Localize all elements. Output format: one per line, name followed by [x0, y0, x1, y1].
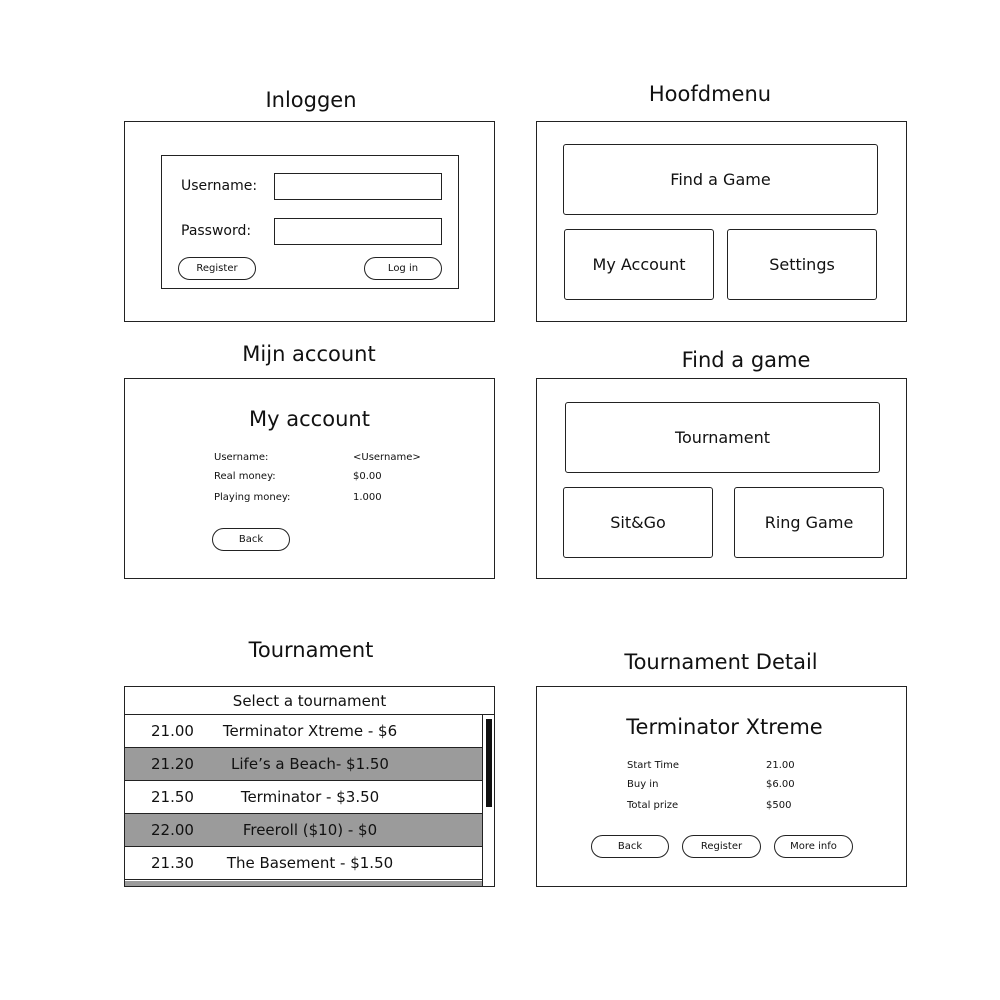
tournament-time: 21.50 — [151, 788, 194, 806]
tournament-name: The Basement - $1.50 — [226, 854, 394, 872]
account-heading: My account — [249, 407, 370, 431]
tournament-name: Terminator Xtreme - $6 — [222, 722, 398, 740]
buy-in-label: Buy in — [627, 779, 659, 790]
tournament-list — [125, 715, 482, 887]
list-scrollbar-track[interactable] — [482, 715, 483, 887]
register-button[interactable]: Register — [178, 257, 256, 280]
total-prize-label: Total prize — [627, 800, 679, 811]
tournament-row-partial — [125, 881, 482, 887]
tournament-time: 21.30 — [151, 854, 194, 872]
login-button[interactable]: Log in — [364, 257, 442, 280]
tournament-time: 21.20 — [151, 755, 194, 773]
more-info-button[interactable]: More info — [774, 835, 853, 858]
account-screen-title: Mijn account — [242, 342, 376, 366]
tournament-row[interactable] — [125, 748, 482, 781]
password-label: Password: — [181, 223, 252, 239]
detail-register-button[interactable]: Register — [682, 835, 761, 858]
tournament-name: Terminator - $3.50 — [240, 788, 380, 806]
login-screen — [124, 121, 495, 322]
tournament-row[interactable] — [125, 847, 482, 880]
main-menu-title: Hoofdmenu — [648, 82, 772, 106]
tournament-name: Life’s a Beach- $1.50 — [231, 755, 389, 773]
total-prize-value: $500 — [766, 800, 792, 811]
tournament-screen-title: Tournament — [248, 638, 374, 662]
tournament-screen — [124, 686, 495, 887]
start-time-label: Start Time — [627, 760, 680, 771]
tournament-row[interactable] — [125, 814, 482, 847]
account-back-button[interactable]: Back — [212, 528, 290, 551]
main-menu-screen — [536, 121, 907, 322]
account-playing-money-label: Playing money: — [214, 492, 291, 503]
tournament-list-header: Select a tournament — [125, 687, 494, 715]
find-game-title: Find a game — [681, 348, 811, 372]
sit-and-go-button[interactable]: Sit&Go — [563, 487, 713, 558]
tournament-time: 22.00 — [151, 821, 194, 839]
login-form — [161, 155, 459, 289]
ring-game-button[interactable]: Ring Game — [734, 487, 884, 558]
account-username-label: Username: — [214, 452, 269, 463]
account-real-money-value: $0.00 — [353, 471, 382, 482]
tournament-time: 21.00 — [151, 722, 194, 740]
my-account-button[interactable]: My Account — [564, 229, 714, 300]
tournament-button[interactable]: Tournament — [565, 402, 880, 473]
tournament-row[interactable] — [125, 715, 482, 748]
find-a-game-button[interactable]: Find a Game — [563, 144, 878, 215]
find-game-screen — [536, 378, 907, 579]
username-label: Username: — [181, 178, 258, 194]
account-username-value: <Username> — [353, 452, 421, 463]
buy-in-value: $6.00 — [766, 779, 795, 790]
username-input[interactable] — [274, 173, 442, 200]
account-real-money-label: Real money: — [214, 471, 276, 482]
account-playing-money-value: 1.000 — [353, 492, 382, 503]
tournament-detail-title: Tournament Detail — [624, 650, 818, 674]
settings-button[interactable]: Settings — [727, 229, 877, 300]
login-screen-title: Inloggen — [265, 88, 357, 112]
tournament-name: Freeroll ($10) - $0 — [242, 821, 378, 839]
tournament-detail-heading: Terminator Xtreme — [626, 715, 823, 739]
tournament-row[interactable] — [125, 781, 482, 814]
password-input[interactable] — [274, 218, 442, 245]
detail-back-button[interactable]: Back — [591, 835, 669, 858]
start-time-value: 21.00 — [766, 760, 795, 771]
tournament-detail-screen — [536, 686, 907, 887]
account-screen — [124, 378, 495, 579]
list-scrollbar-thumb[interactable] — [486, 719, 492, 807]
